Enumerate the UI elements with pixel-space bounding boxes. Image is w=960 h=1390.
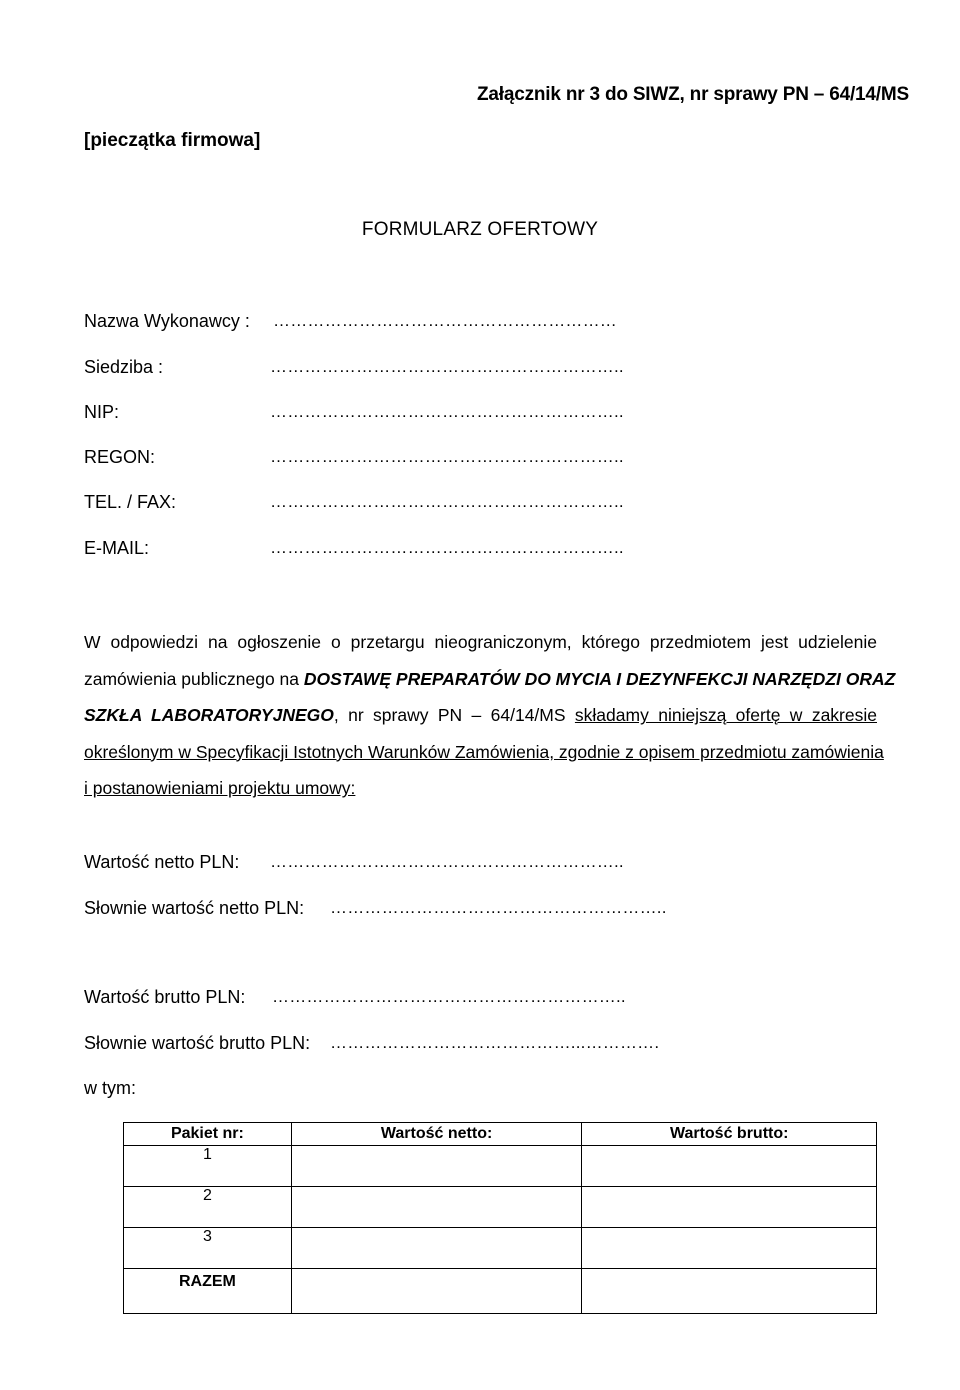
case-number-text: , nr sprawy PN – 64/14/MS: [333, 705, 575, 726]
header-gross: Wartość brutto:: [582, 1123, 877, 1146]
regon-label: REGON:: [84, 447, 156, 467]
underlined-text: składamy niniejszą ofertę w zakresie: [574, 705, 877, 726]
annex-reference: Załącznik nr 3 do SIWZ, nr sprawy PN – 64/14/MS: [477, 84, 909, 105]
email-field[interactable]: ……………………………………………………..: [270, 538, 624, 557]
subject-name-cont: SZKŁA LABORATORYJNEGO: [84, 705, 334, 726]
regon-field[interactable]: ……………………………………………………..: [270, 447, 624, 466]
nip-field[interactable]: ……………………………………………………..: [270, 402, 624, 421]
package-number: 3: [124, 1228, 292, 1269]
company-stamp-placeholder: [pieczątka firmowa]: [84, 130, 261, 151]
header-package: Pakiet nr:: [124, 1123, 292, 1146]
seat-label: Siedziba :: [84, 357, 164, 377]
header-net: Wartość netto:: [291, 1123, 582, 1146]
package-number: 2: [124, 1187, 292, 1228]
gross-cell[interactable]: [582, 1187, 877, 1228]
net-value-label: Wartość netto PLN:: [84, 852, 240, 872]
gross-cell[interactable]: [582, 1146, 877, 1187]
gross-value-words-label: Słownie wartość brutto PLN:: [84, 1033, 311, 1053]
table-row: [124, 1146, 877, 1187]
statement-text: zamówienia publicznego na: [84, 668, 304, 689]
tel-fax-field[interactable]: ……………………………………………………..: [270, 492, 624, 511]
package-number: 1: [124, 1146, 292, 1187]
statement-line-1: W odpowiedzi na ogłoszenie o przetargu nieograniczonym, którego przedmiotem jest udzielenie: [84, 632, 877, 652]
net-cell[interactable]: [291, 1228, 582, 1269]
statement-line-5: i postanowieniami projektu umowy:: [84, 778, 356, 799]
nip-label: NIP:: [84, 402, 120, 422]
form-title: FORMULARZ OFERTOWY: [361, 219, 599, 240]
statement-line-3: [84, 697, 877, 734]
email-label: E-MAIL:: [84, 538, 150, 558]
contractor-name-label: Nazwa Wykonawcy :: [84, 311, 250, 331]
net-cell[interactable]: [291, 1146, 582, 1187]
seat-field[interactable]: ……………………………………………………..: [270, 357, 624, 376]
table-total-row: [124, 1269, 877, 1314]
tel-fax-label: TEL. / FAX:: [84, 492, 177, 512]
net-value-words-label: Słownie wartość netto PLN:: [84, 898, 305, 918]
net-cell[interactable]: [291, 1187, 582, 1228]
net-value-words-field[interactable]: …………………………………………………..: [330, 898, 667, 917]
net-total-cell[interactable]: [291, 1269, 582, 1314]
gross-value-words-field[interactable]: ……………………………………...………….: [330, 1033, 660, 1052]
table-row: [124, 1187, 877, 1228]
gross-value-field[interactable]: ……………………………………………………..: [272, 987, 626, 1006]
table-header-row: [124, 1123, 877, 1146]
statement-line-4: określonym w Specyfikacji Istotnych Warunków Zamówienia, zgodnie z opisem przedmiotu zamówienia: [84, 741, 884, 762]
statement-line-2: [84, 661, 896, 698]
contractor-name-field[interactable]: ……………………………………………………: [273, 311, 617, 330]
gross-value-label: Wartość brutto PLN:: [84, 987, 246, 1007]
gross-total-cell[interactable]: [582, 1269, 877, 1314]
subject-name: DOSTAWĘ PREPARATÓW DO MYCIA I DEZYNFEKCJI NARZĘDZI ORAZ: [303, 668, 896, 689]
net-value-field[interactable]: ……………………………………………………..: [270, 852, 624, 871]
gross-cell[interactable]: [582, 1228, 877, 1269]
package-table: [123, 1122, 877, 1314]
offer-statement: [84, 624, 896, 807]
including-label: w tym:: [84, 1078, 136, 1098]
total-label: RAZEM: [124, 1269, 292, 1314]
table-row: [124, 1228, 877, 1269]
